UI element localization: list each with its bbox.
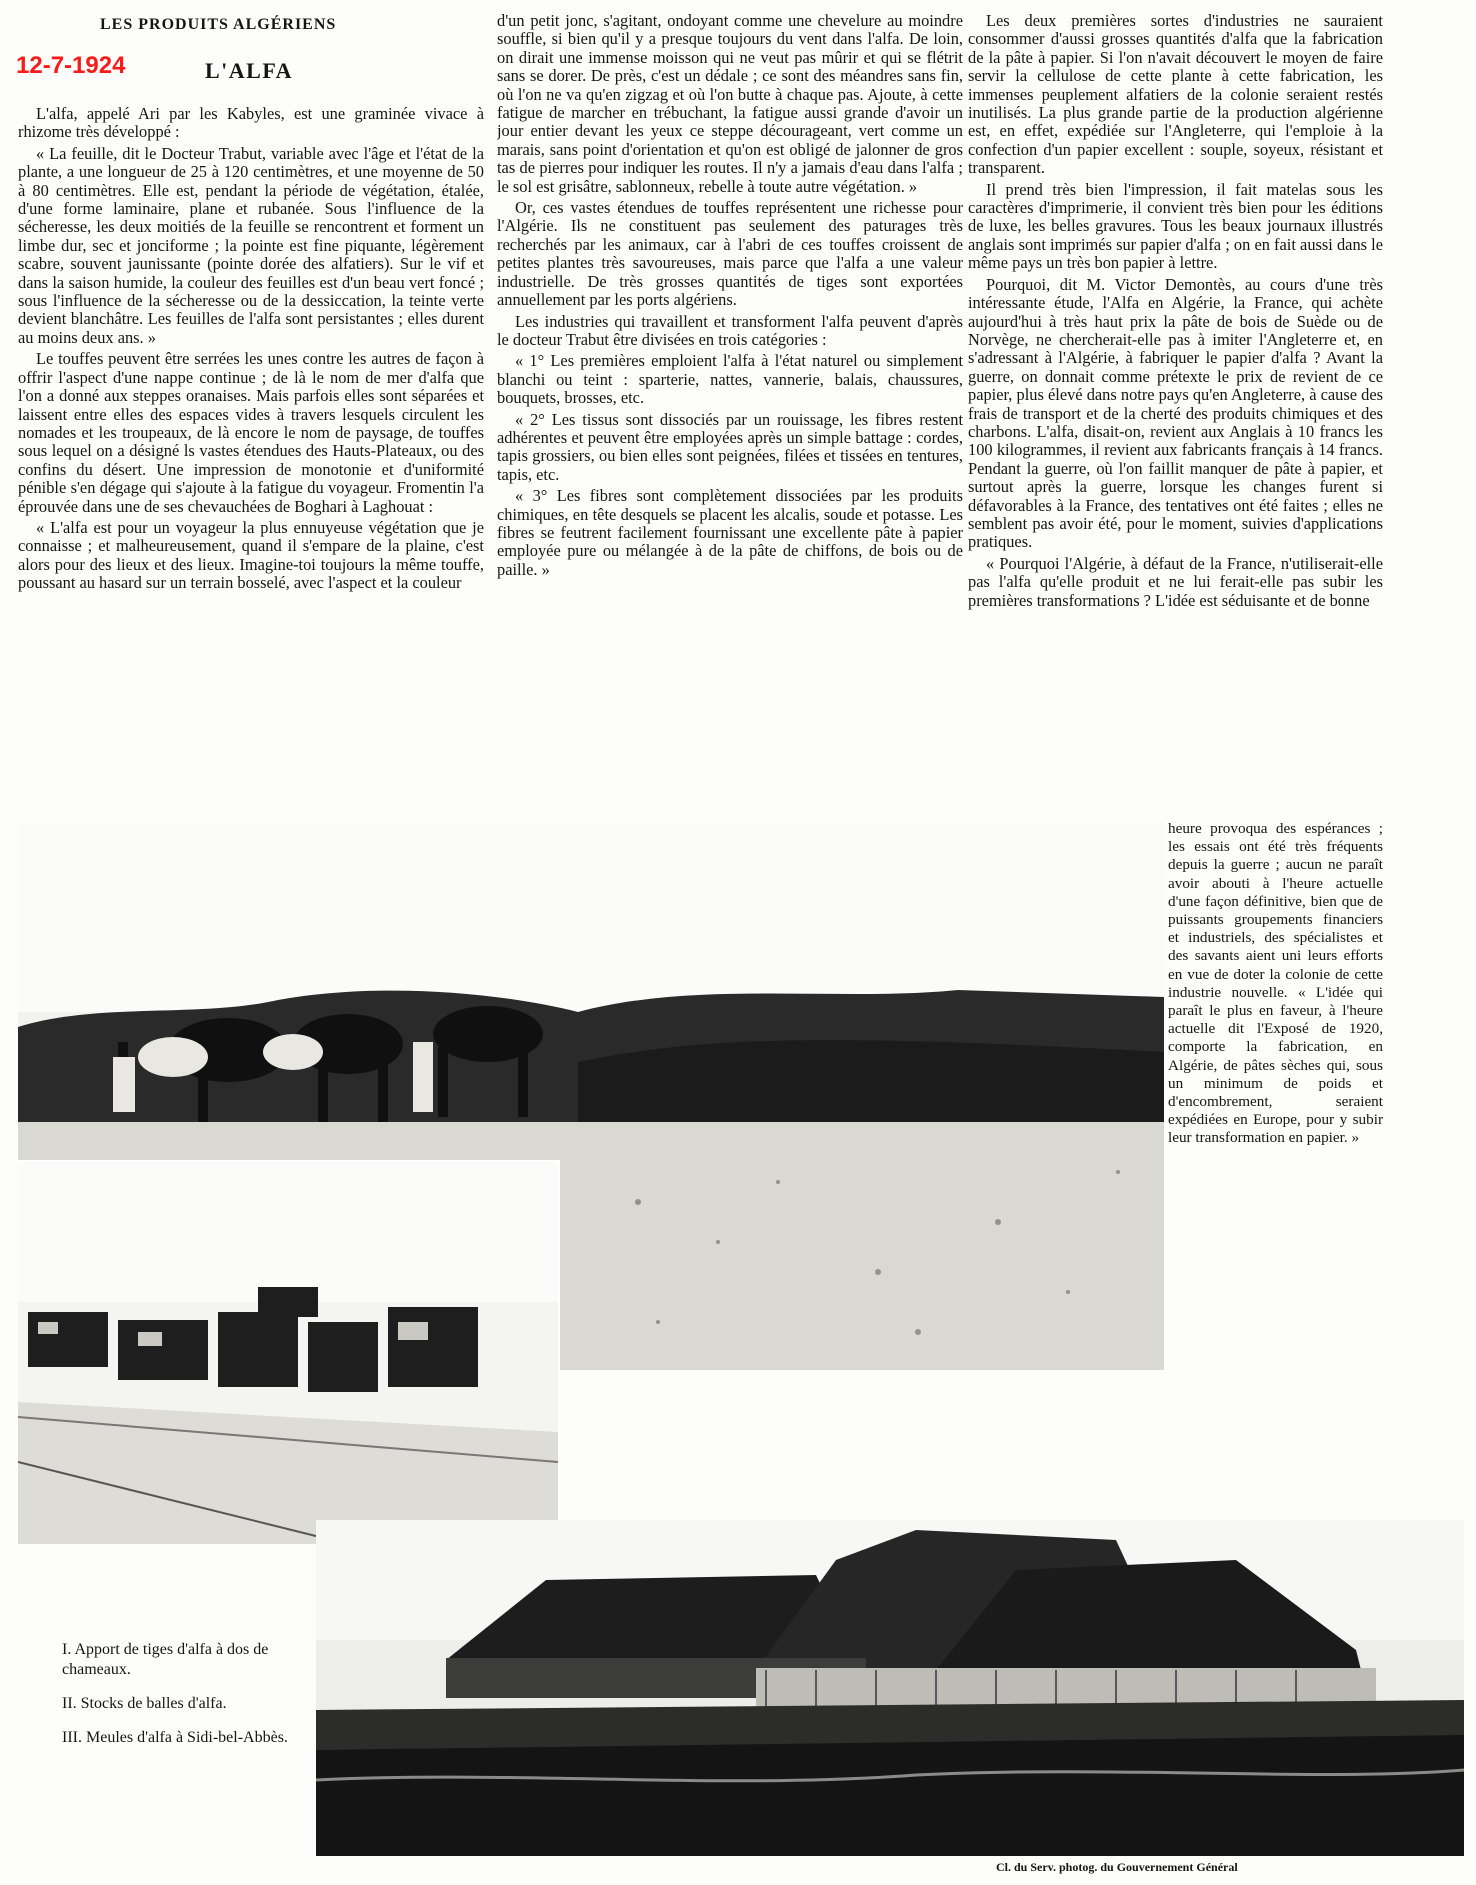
photo-captions [62,1640,302,1762]
paragraph: « L'alfa est pour un voyageur la plus ennuyeuse végétation que je connaisse ; et malheureusement, quand il s'empare de la plaine, c'est alors pour des lieux et des lieux. Imagine-toi toujours la même touffe, poussant au hasard sur un terrain bosselé, avec l'aspect et la couleur [18,517,484,593]
paragraph: Pourquoi, dit M. Victor Demontès, au cours d'une très intéressante étude, l'Alfa en Algérie, la France, qui achète aujourd'hui à très haut prix la pâte de bois de Suède ou de Norvège, ne chercherait-elle pas à imiter l'Angleterre et, en s'adressant à l'Algérie, à fabriquer le papier d'alfa ? Avant la guerre, on donnait comme prétexte le prix de revient de ce papier, plus élevé dans notre pays qu'en Angleterre, à cause des frais de transport et de la cherté des produits chimiques et des charbons. L'alfa, disait-on, revient aux Anglais à 10 francs les 100 kilogrammes, il revient aux fabricants français à 14 francs. Pendant la guerre, où l'on faillit manquer de pâte à papier, et surtout après la guerre, lorsque les changes furent si défavorables à la France, des tentatives ont été faites ; elles ne semblent pas avoir été, pour le moment, suivies d'applications pratiques. [968,274,1383,552]
paragraph: Les deux premières sortes d'industries ne sauraient consommer d'aussi grosses quantités d'alfa que la fabrication de la pâte à papier. Si l'on n'avait découvert le moyen de faire servir la cellulose de cette plante à cette fabrication, les immenses peuplement alfatiers de la colonie seraient restés inutilisés. La plus grande partie de la production algérienne est, en effet, expédiée sur l'Angleterre, qui l'emploie à la confection d'un papier excellent : souple, soyeux, résistant et transparent. [968,12,1383,178]
paragraph: d'un petit jonc, s'agitant, ondoyant comme une chevelure au moindre souffle, si bien qu'il y a presque toujours du vent dans l'alfa. De loin, on dirait une immense moisson qui ne veut pas mûrir et qui se flétrit sans se dorer. De près, c'est un dédale ; ce sont des méandres sans fin, où l'on ne va qu'en zigzag et où l'on butte à chaque pas. Ajoute, à cette fatigue de marcher en trébuchant, la fatigue aussi grande d'avoir un jour entier devant les yeux ce steppe décourageant, vert comme un marais, sans point d'orientation et qu'on est obligé de jalonner de gros tas de pierres pour indiquer les routes. Il n'y a jamais d'eau dans l'alfa ; le sol est grisâtre, sablonneux, rebelle à toute autre végétation. » [497,12,963,196]
article-column-2 [497,12,963,807]
article-column-1 [18,105,484,807]
caption-photo-2: II. Stocks de balles d'alfa. [62,1695,227,1712]
paragraph: « 2° Les tissus sont dissociés par un rouissage, les fibres restent adhérentes et peuvent être employées après un simple battage : cordes, tapis grossiers, ou bien elles sont peignées, filées et tissées en tentures, tapis, etc. [497,409,963,484]
photo-credit: Cl. du Serv. photog. du Gouvernement Général [996,1860,1238,1874]
paragraph: Il prend très bien l'impression, il fait matelas sous les caractères d'imprimerie, il convient très bien pour les éditions de luxe, les belles gravures. Tous les beaux journaux illustrés anglais sont imprimés sur papier d'alfa ; on en fait aussi dans le même pays un très bon papier à lettre. [968,179,1383,273]
section-kicker: LES PRODUITS ALGÉRIENS [100,16,337,33]
paragraph: Or, ces vastes étendues de touffes représentent une richesse pour l'Algérie. Ils ne constituent pas seulement des paturages très recherchés par les animaux, car à l'abri de ces touffes croissent de petites plantes très savoureuses, mais parce que l'alfa a une valeur industrielle. De très grosses quantités de tiges sont exportées annuellement par les ports algériens. [497,198,963,310]
paragraph: Les industries qui travaillent et transforment l'alfa peuvent d'après le docteur Trabut être divisées en trois catégories : [497,311,963,349]
photo-alfa-bale-stocks [18,1160,560,1544]
paragraph: « Pourquoi l'Algérie, à défaut de la France, n'utiliserait-elle pas l'alfa qu'elle produit et ne lui ferait-elle pas subir les premières transformations ? L'idée est séduisante et de bonne [968,553,1383,610]
paragraph: Le touffes peuvent être serrées les unes contre les autres de façon à offrir l'aspect d'une nappe continue ; de là le nom de mer d'alfa que l'on a donné aux steppes oranaises. Mais parfois elles sont séparées et laissent entre elles des espaces vides à travers lesquels circulent les nomades et les troupeaux, de là encore le nom de paysage, de touffes sous lequel on a désigné ls vastes étendues des Hauts-Plateaux, ou des confins du désert. Une impression de monotonie et d'uniformité pénible s'en dégage qui s'ajoute à la fatigue du voyageur. Fromentin l'a éprouvée dans une de ses chevauchées de Boghari à Laghouat : [18,349,484,516]
photo-alfa-ricks-sidi-bel-abbes [316,1520,1464,1856]
paragraph: « 3° Les fibres sont complètement dissociées par les produits chimiques, en tête desquels se placent les alcalis, soude et potasse. Les fibres se feutrent facilement fournissant une excellente pâte à papier employée pure ou mélangée à de la pâte de chiffons, de bois ou de paille. » [497,486,963,579]
paragraph: « 1° Les premières emploient l'alfa à l'état naturel ou simplement blanchi ou teint : sparterie, nattes, vannerie, balais, chaussures, bouquets, brosses, etc. [497,351,963,408]
article-title: L'ALFA [205,58,294,83]
paragraph: heure provoqua des espérances ; les essais ont été très fréquents depuis la guerre ; aucun ne paraît avoir abouti à l'heure actuelle d'une façon définitive, bien que de puissants groupements financiers et industriels, des spécialistes et des savants aient uni leurs efforts en vue de doter la colonie de cette industrie nouvelle. « L'idée qui paraît le plus en faveur, à l'heure actuelle dit l'Exposé de 1920, comporte la fabrication, en Algérie, de pâtes sèches qui, sous un minimum de poids et d'encombrement, seraient expédiées en Europe, pour y subir leur transformation en papier. » [1168,820,1383,1147]
caption-photo-1: I. Apport de tiges d'alfa à dos de chameaux. [62,1641,269,1678]
paragraph: « La feuille, dit le Docteur Trabut, variable avec l'âge et l'état de la plante, a une longueur de 25 à 120 centimètres, et une moyenne de 50 à 80 centimètres. Elle est, pendant la période de végétation, étalée, d'une forme laminaire, plane et rubanée. Sous l'influence de la sécheresse, les deux moitiés de la feuille se rencontrent et forment un limbe dur, sec et jonciforme ; la pointe est fine piquante, légèrement scabre, souvent jaunissante (pointe dorée des alfatiers). Sur le vif et dans la saison humide, la couleur des feuilles est d'un beau vert foncé ; sous l'influence de la sécheresse ou de la dessiccation, la teinte verte devient blanchâtre. Les feuilles de l'alfa sont persistantes ; elles durent au moins deux ans. » [18,143,484,347]
article-column-3 [968,12,1383,807]
paragraph: L'alfa, appelé Ari par les Kabyles, est une graminée vivace à rhizome très développé : [18,105,484,142]
caption-photo-3: III. Meules d'alfa à Sidi-bel-Abbès. [62,1729,288,1746]
date-stamp: 12-7-1924 [16,52,126,79]
article-column-3-continuation [1168,820,1383,1300]
